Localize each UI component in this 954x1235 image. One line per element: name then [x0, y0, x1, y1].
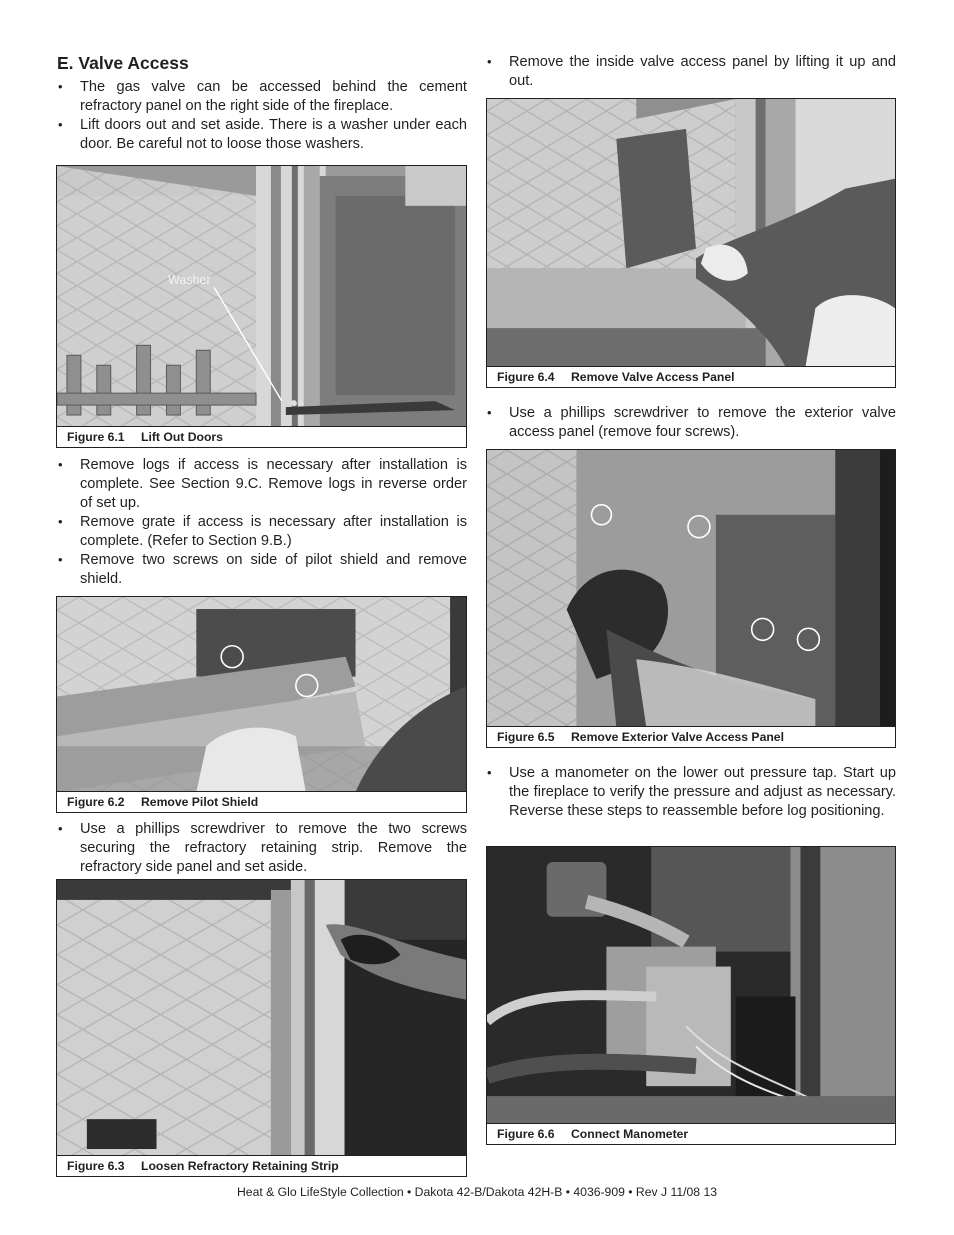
figure-title: Remove Valve Access Panel	[571, 370, 735, 384]
photo-remove-exterior-valve-access-panel	[487, 450, 895, 727]
photo-lift-out-doors	[57, 166, 466, 427]
list-item: • Use a phillips screwdriver to remove the exterior valve access panel (remove four screws).	[485, 404, 896, 442]
list-item: • Remove the inside valve access panel by lifting it up and out.	[485, 53, 896, 91]
figure-title: Connect Manometer	[571, 1127, 689, 1141]
figure-lift-out-doors	[56, 165, 467, 448]
figure-caption	[57, 426, 466, 447]
list-item: • Lift doors out and set aside. There is a washer under each door. Be careful not to loose those washers.	[56, 116, 467, 154]
figure-title: Loosen Refractory Retaining Strip	[141, 1159, 339, 1173]
bullet-list-manometer	[485, 764, 896, 821]
bullet-list-inside-panel	[485, 53, 896, 91]
figure-number: Figure 6.1	[67, 430, 125, 444]
section-title: E. Valve Access	[57, 53, 189, 73]
figure-number: Figure 6.4	[497, 370, 555, 384]
figure-title: Lift Out Doors	[141, 430, 223, 444]
figure-caption	[487, 726, 895, 747]
figure-loosen-retaining-strip	[56, 879, 467, 1177]
figure-number: Figure 6.2	[67, 795, 125, 809]
figure-title: Remove Pilot Shield	[141, 795, 259, 809]
list-item: • Remove logs if access is necessary after installation is complete. See Section 9.C. Remove logs in reverse order of set up.	[56, 456, 467, 512]
photo-remove-pilot-shield	[57, 597, 466, 792]
list-item: • The gas valve can be accessed behind the cement refractory panel on the right side of the fireplace.	[56, 78, 467, 116]
footer-text: Heat & Glo LifeStyle Collection • Dakota 42-B/Dakota 42H-B • 4036-909 • Rev J 11/08	[236, 1185, 701, 1199]
bullet-list-exterior-panel	[485, 404, 896, 442]
figure-remove-pilot-shield	[56, 596, 467, 813]
list-item: • Remove grate if access is necessary after installation is complete. (Refer to Section 9.B.)	[56, 513, 467, 551]
list-item: • Use a manometer on the lower out pressure tap. Start up the fireplace to verify the pressure and adjust as necessary. Reverse these steps to reassemble before log positioning.	[485, 764, 896, 820]
list-item: • Use a phillips screwdriver to remove the two screws securing the refractory retaining strip. Remove the refractory side panel and set aside.	[56, 820, 467, 876]
bullet-list-intro	[56, 78, 467, 154]
figure-remove-exterior-valve-access-panel	[486, 449, 896, 748]
figure-remove-valve-access-panel	[486, 98, 896, 388]
figure-title: Remove Exterior Valve Access Panel	[571, 730, 784, 744]
figure-number: Figure 6.6	[497, 1127, 555, 1141]
bullet-list-refractory	[56, 820, 467, 877]
photo-connect-manometer	[487, 847, 895, 1124]
page-number: 13	[703, 1185, 718, 1199]
photo-remove-valve-access-panel	[487, 99, 895, 367]
list-item: • Remove two screws on side of pilot shield and remove shield.	[56, 551, 467, 589]
figure-number: Figure 6.3	[67, 1159, 125, 1173]
figure-caption	[487, 1123, 895, 1144]
bullet-list-logs	[56, 456, 467, 589]
photo-loosen-retaining-strip	[57, 880, 466, 1156]
washer-label: Washer	[168, 273, 211, 287]
figure-caption	[57, 1155, 466, 1176]
figure-caption	[57, 791, 466, 812]
figure-connect-manometer	[486, 846, 896, 1145]
page-footer	[0, 1185, 954, 1199]
figure-caption	[487, 366, 895, 387]
figure-number: Figure 6.5	[497, 730, 555, 744]
